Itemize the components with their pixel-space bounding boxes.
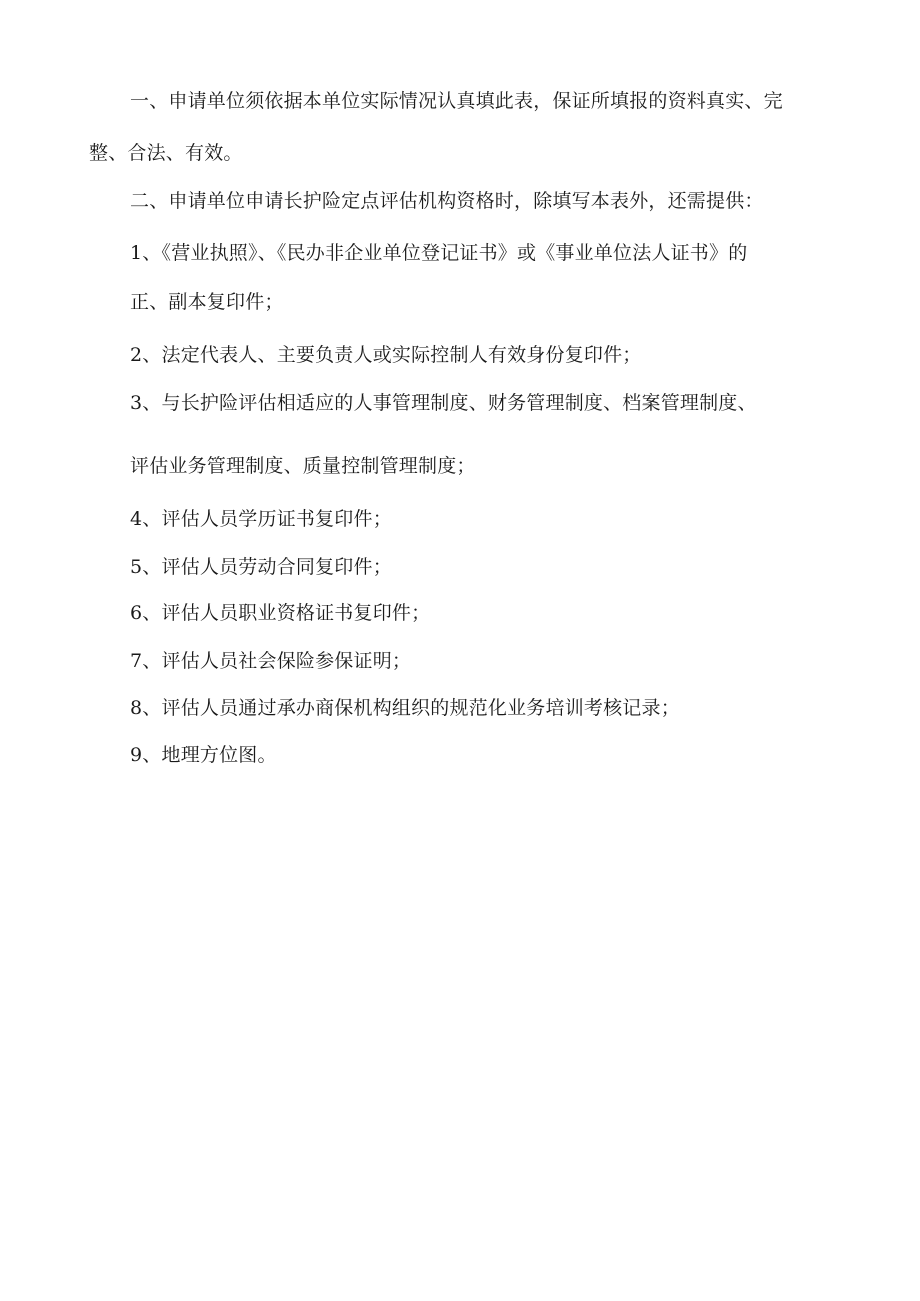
item-7: 7、评估人员社会保险参保证明； [130,650,412,672]
item-1-line-2: 正、副本复印件； [130,291,284,313]
paragraph-2: 二、申请单位申请长护险定点评估机构资格时，除填写本表外，还需提供： [130,190,764,212]
paragraph-1-line-2: 整、合法、有效。 [89,142,243,164]
item-1-line-1: 1、《营业执照》、《民办非企业单位登记证书》或《事业单位法人证书》的 [130,242,748,264]
item-2: 2、法定代表人、主要负责人或实际控制人有效身份复印件； [130,344,642,366]
item-5: 5、评估人员劳动合同复印件； [130,556,392,578]
item-4: 4、评估人员学历证书复印件； [130,508,392,530]
paragraph-1-line-1: 一、申请单位须依据本单位实际情况认真填此表，保证所填报的资料真实、完 [130,90,783,112]
item-6: 6、评估人员职业资格证书复印件； [130,602,431,624]
item-9: 9、地理方位图。 [130,744,277,766]
item-8: 8、评估人员通过承办商保机构组织的规范化业务培训考核记录； [130,697,680,719]
item-3-line-1: 3、与长护险评估相适应的人事管理制度、财务管理制度、档案管理制度、 [130,392,757,414]
item-3-line-2: 评估业务管理制度、质量控制管理制度； [130,455,476,477]
